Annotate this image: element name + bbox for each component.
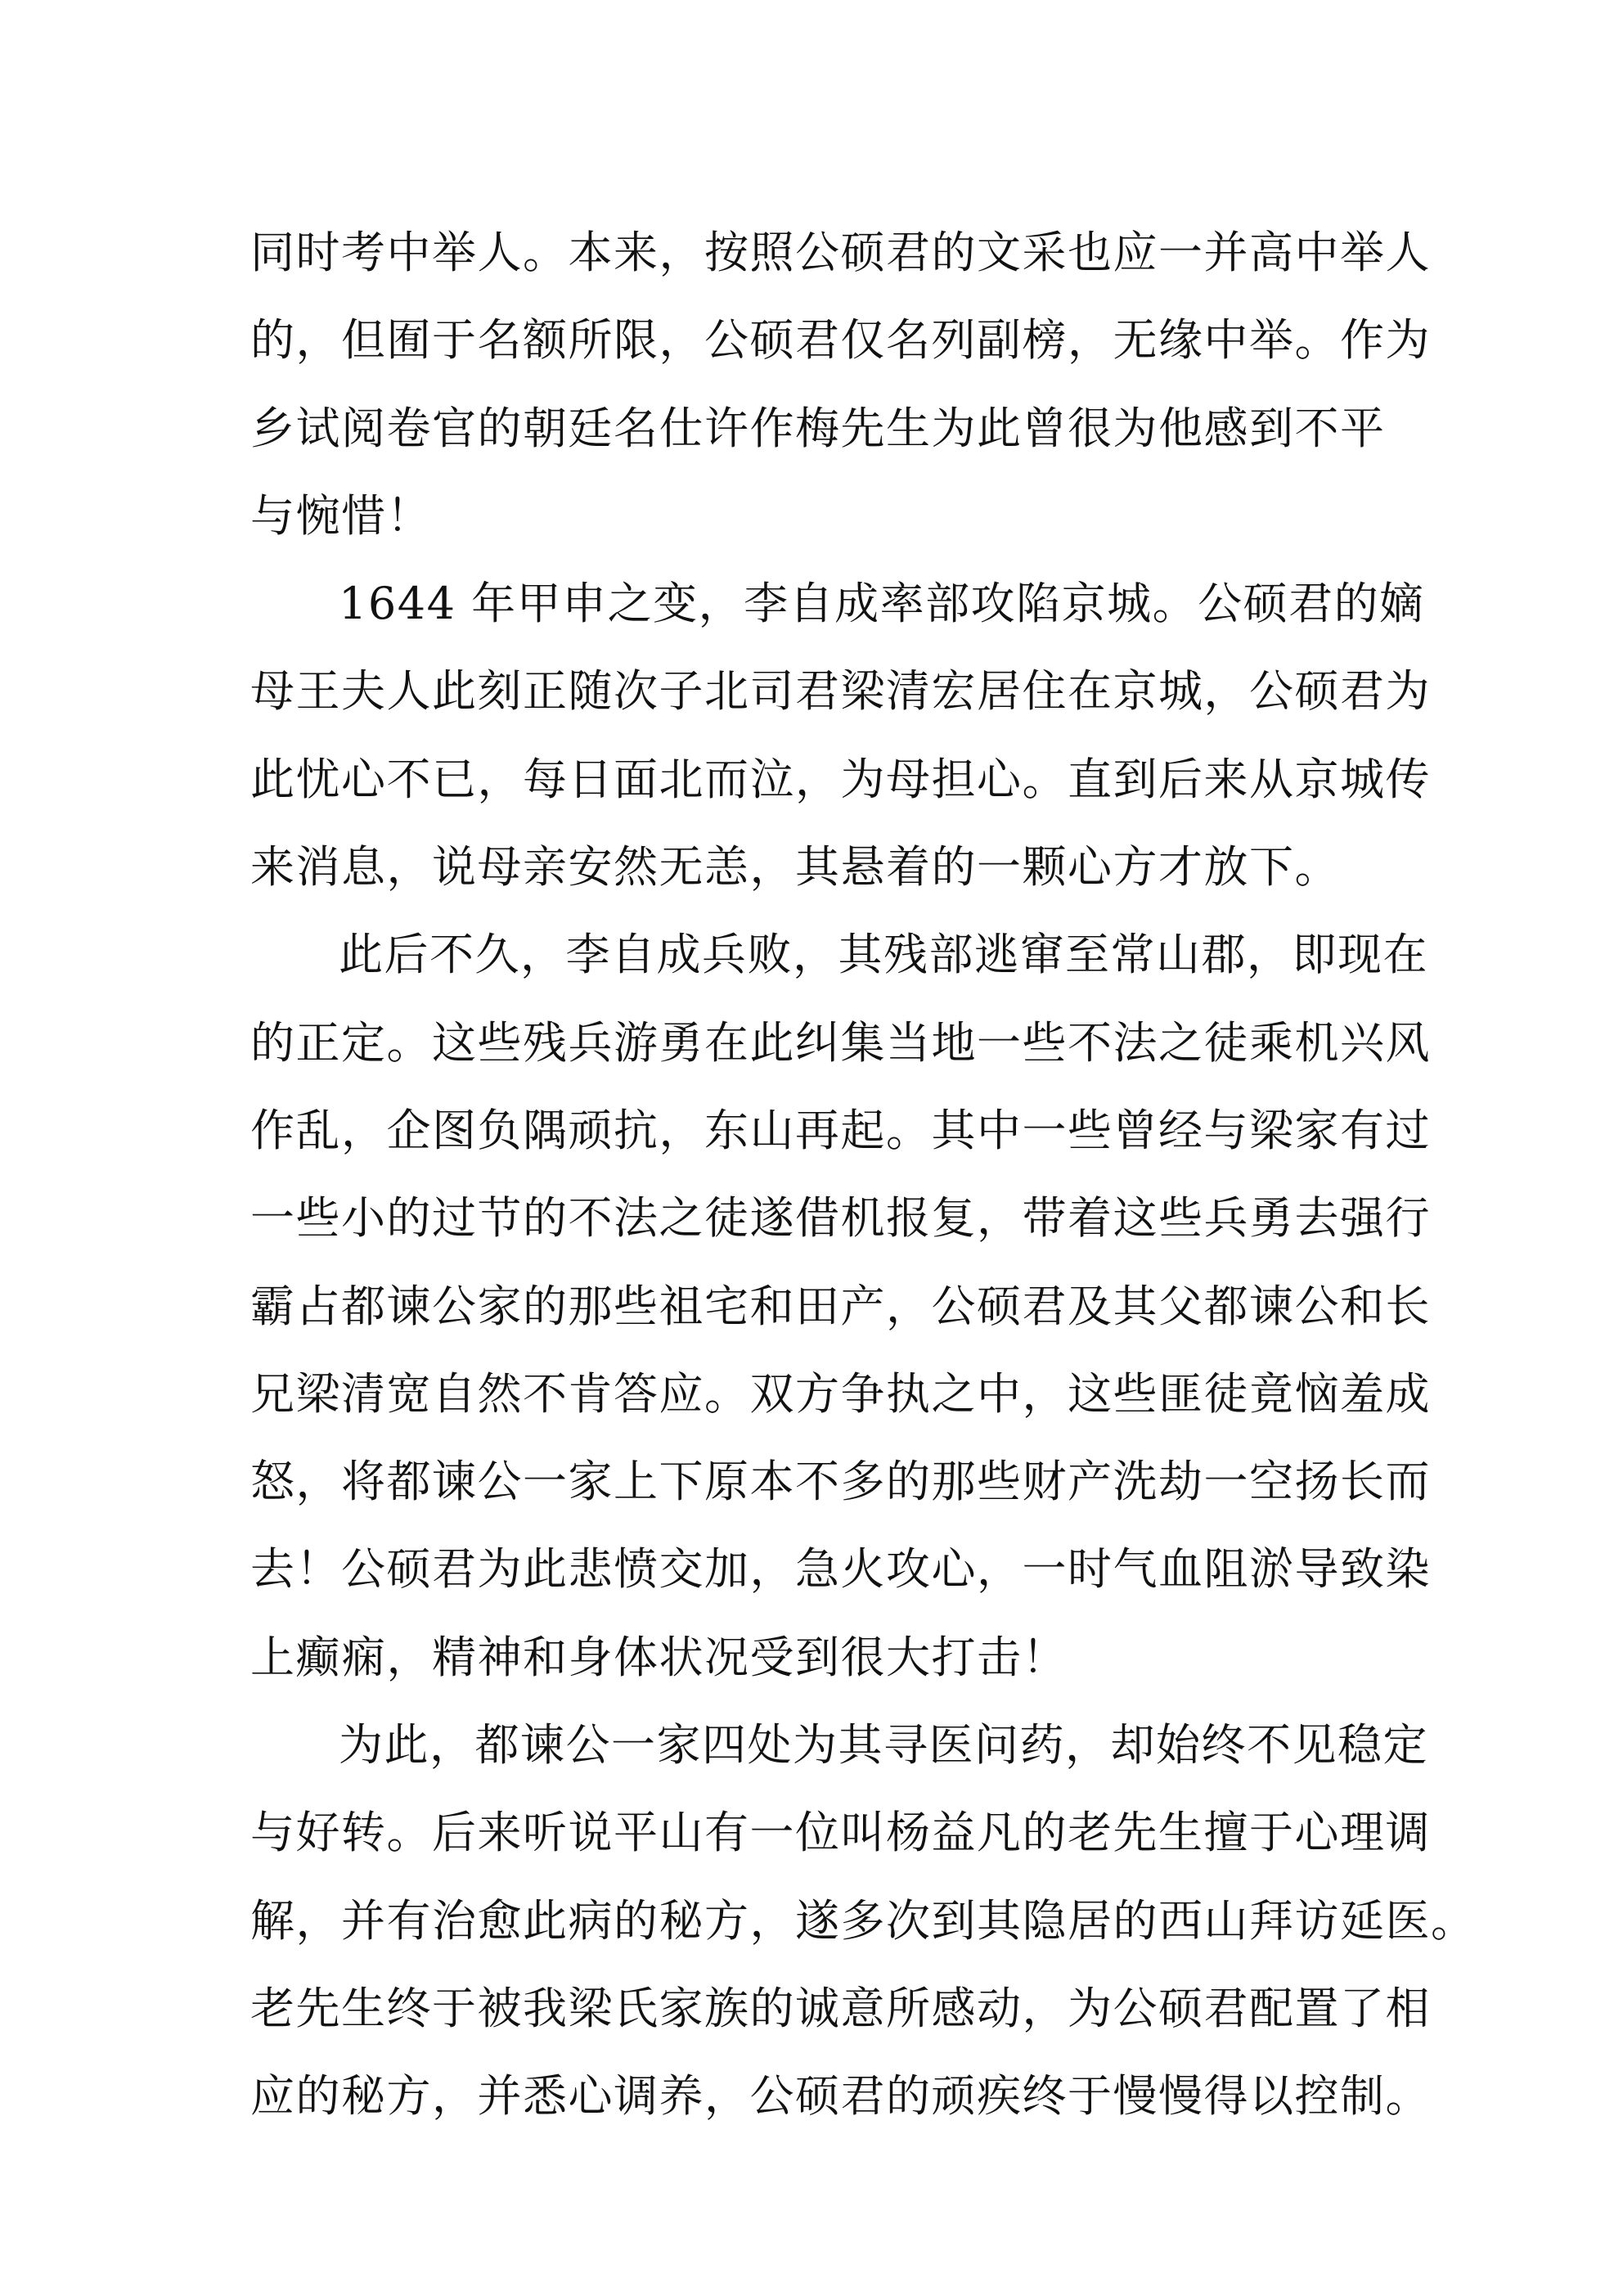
text-line: 兄梁清宽自然不肯答应。双方争执之中，这些匪徒竟恼羞成: [250, 1367, 1431, 1420]
text-line: 与惋惜！: [250, 489, 432, 542]
text-line: 的正定。这些残兵游勇在此纠集当地一些不法之徒乘机兴风: [250, 1016, 1431, 1069]
text-line: 上癫痫，精神和身体状况受到很大打击！: [250, 1631, 1068, 1683]
text-line: 母王夫人此刻正随次子北司君梁清宏居住在京城，公硕君为: [250, 665, 1431, 718]
text-line: 应的秘方，并悉心调养，公硕君的顽疾终于慢慢得以控制。: [250, 2070, 1431, 2123]
text-line: 为此，都谏公一家四处为其寻医问药，却始终不见稳定: [339, 1719, 1428, 1772]
text-line: 怒，将都谏公一家上下原本不多的那些财产洗劫一空扬长而: [250, 1456, 1431, 1508]
text-line: 1644 年甲申之变，李自成率部攻陷京城。公硕君的嫡: [339, 578, 1425, 630]
text-line: 此后不久，李自成兵败，其残部逃窜至常山郡，即现在: [339, 929, 1428, 981]
text-line: 与好转。后来听说平山有一位叫杨益凡的老先生擅于心理调: [250, 1807, 1431, 1859]
text-line: 一些小的过节的不法之徒遂借机报复，带着这些兵勇去强行: [250, 1192, 1431, 1245]
text-line: 同时考中举人。本来，按照公硕君的文采也应一并高中举人: [250, 227, 1431, 278]
paragraph: [250, 1701, 1477, 2140]
text-line: 作乱，企图负隅顽抗，东山再起。其中一些曾经与梁家有过: [250, 1104, 1431, 1156]
text-line: 解，并有治愈此病的秘方，遂多次到其隐居的西山拜访延医。: [250, 1894, 1477, 1947]
text-line: 此忧心不已，每日面北而泣，为母担心。直到后来从京城传: [250, 753, 1431, 805]
paragraph: [250, 911, 1431, 1701]
text-line: 的，但囿于名额所限，公硕君仅名列副榜，无缘中举。作为: [250, 314, 1431, 367]
text-line: 霸占都谏公家的那些祖宅和田产，公硕君及其父都谏公和长: [250, 1280, 1431, 1332]
text-line: 来消息，说母亲安然无恙，其悬着的一颗心方才放下。: [250, 841, 1340, 894]
paragraph: [250, 209, 1431, 560]
text-line: 老先生终于被我梁氏家族的诚意所感动，为公硕君配置了相: [250, 1982, 1431, 2034]
text-line: 乡试阅卷官的朝廷名仕许作梅先生为此曾很为他感到不平: [250, 402, 1386, 454]
document-page: [250, 209, 1477, 2141]
text-line: 去！公硕君为此悲愤交加，急火攻心，一时气血阻淤导致染: [250, 1543, 1431, 1596]
paragraph: [250, 560, 1431, 911]
